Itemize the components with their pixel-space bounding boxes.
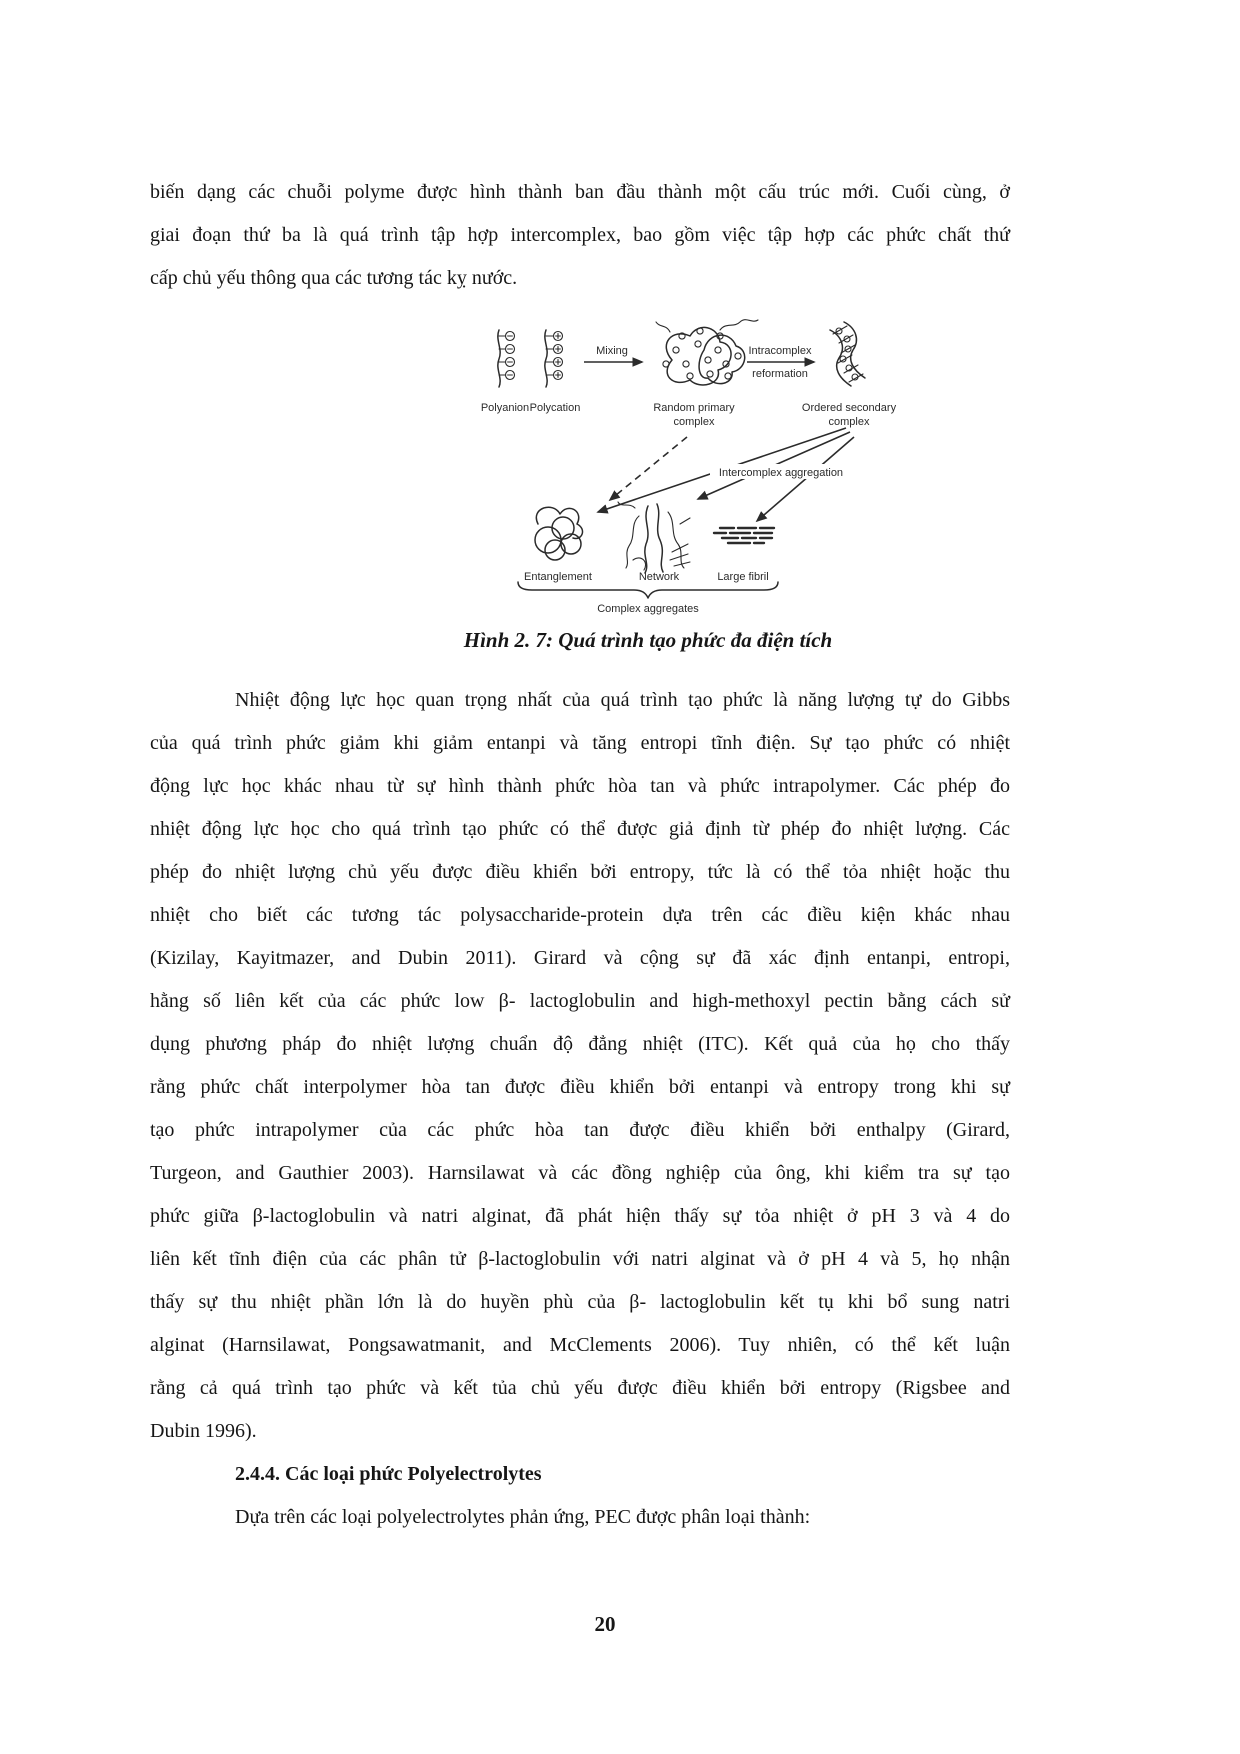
mixing-label: Mixing <box>596 345 628 357</box>
complex-aggregates-label: Complex aggregates <box>597 603 699 615</box>
polycation-label: Polycation <box>529 402 581 414</box>
polycation-chain-drawing <box>545 330 563 387</box>
text-line: động lực học khác nhau từ sự hình thành phức hòa tan và phức intrapolymer. Các phép đo <box>150 775 1010 797</box>
text-line: dụng phương pháp đo nhiệt lượng chuẩn độ đẳng nhiệt (ITC). Kết quả của họ cho thấy <box>150 1033 1010 1055</box>
text-line: hằng số liên kết của các phức low β- lactoglobulin and high-methoxyl pectin bằng cách sử <box>150 990 1010 1012</box>
text-line: Dubin 1996). <box>150 1420 257 1442</box>
text-line: phép đo nhiệt lượng chủ yếu được điều khiển bởi entropy, tức là có thể tỏa nhiệt hoặc thu <box>150 861 1010 883</box>
section-heading: 2.4.4. Các loại phức Polyelectrolytes <box>235 1463 542 1485</box>
brace-icon <box>518 582 778 598</box>
text-line: (Kizilay, Kayitmazer, and Dubin 2011). Girard và cộng sự đã xác định entanpi, entropi, <box>150 947 1010 969</box>
text-line: phức giữa β-lactoglobulin và natri alginat, đã phát hiện thấy sự tỏa nhiệt ở pH 3 và 4 do <box>150 1205 1010 1227</box>
polyanion-chain-drawing <box>498 330 515 387</box>
intracomplex-label: Intracomplex <box>748 345 812 357</box>
text-line: alginat (Harnsilawat, Pongsawatmanit, and McClements 2006). Tuy nhiên, có thể kết luận <box>150 1334 1010 1356</box>
large-fibril-label: Large fibril <box>717 571 769 583</box>
main-text-block <box>150 679 1010 1539</box>
text-line: thấy sự thu nhiệt phần lớn là do huyền phù của β- lactoglobulin kết tụ khi bổ sung natri <box>150 1291 1010 1313</box>
figure-caption: Hình 2. 7: Quá trình tạo phức đa điện tích <box>463 628 833 652</box>
random-primary-complex-label: Random primary <box>653 402 735 414</box>
random-primary-complex-drawing <box>656 320 758 385</box>
random-primary-complex-label-2: complex <box>673 416 715 428</box>
network-drawing <box>618 502 690 573</box>
dashed-aggregation-arrow-icon <box>610 437 687 500</box>
text-line: Turgeon, and Gauthier 2003). Harnsilawat và các đồng nghiệp của ông, khi kiểm tra sự tạo <box>150 1162 1010 1184</box>
polyanion-label: Polyanion <box>480 402 530 414</box>
reformation-label: reformation <box>752 368 808 380</box>
large-fibril-drawing <box>714 528 774 543</box>
polyelectrolyte-complex-figure <box>458 316 898 626</box>
text-line: nhiệt cho biết các tương tác polysaccharide-protein dựa trên các điều kiện khác nhau <box>150 904 1010 926</box>
text-line: biến dạng các chuỗi polyme được hình thành ban đầu thành một cấu trúc mới. Cuối cùng, ở <box>150 181 1010 203</box>
text-line: Dựa trên các loại polyelectrolytes phản ứng, PEC được phân loại thành: <box>235 1506 811 1528</box>
paragraph-before-figure <box>150 171 1010 300</box>
text-line: rằng cả quá trình tạo phức và kết tủa chủ yếu được điều khiển bởi entropy (Rigsbee and <box>150 1377 1010 1399</box>
ordered-secondary-complex-drawing <box>830 322 865 386</box>
entanglement-drawing <box>535 507 583 560</box>
network-label: Network <box>638 571 680 583</box>
text-line: nhiệt động lực học cho quá trình tạo phức có thể được giả định từ phép đo nhiệt lượng. Các <box>150 818 1010 840</box>
text-line: cấp chủ yếu thông qua các tương tác kỵ nước. <box>150 267 518 289</box>
text-line: Nhiệt động lực học quan trọng nhất của quá trình tạo phức là năng lượng tự do Gibbs <box>235 689 1010 711</box>
text-line: giai đoạn thứ ba là quá trình tập hợp intercomplex, bao gồm việc tập hợp các phức chất thứ <box>150 224 1010 246</box>
ordered-secondary-complex-label: Ordered secondary <box>801 402 897 414</box>
ordered-secondary-complex-label-2: complex <box>828 416 870 428</box>
text-line: tạo phức intrapolymer của các phức hòa tan được điều khiển bởi enthalpy (Girard, <box>150 1119 1010 1141</box>
text-line: liên kết tĩnh điện của các phân tử β-lactoglobulin với natri alginat và ở pH 4 và 5, họ nhận <box>150 1248 1010 1270</box>
text-line: rằng phức chất interpolymer hòa tan được điều khiển bởi entanpi và entropy trong khi sự <box>150 1076 1010 1098</box>
entanglement-label: Entanglement <box>524 571 592 583</box>
figure-diagram <box>458 316 898 631</box>
text-line: của quá trình phức giảm khi giảm entanpi và tăng entropi tĩnh điện. Sự tạo phức có nhiệt <box>150 732 1010 754</box>
intercomplex-aggregation-label: Intercomplex aggregation <box>718 467 844 479</box>
page-number: 20 <box>594 1612 616 1636</box>
